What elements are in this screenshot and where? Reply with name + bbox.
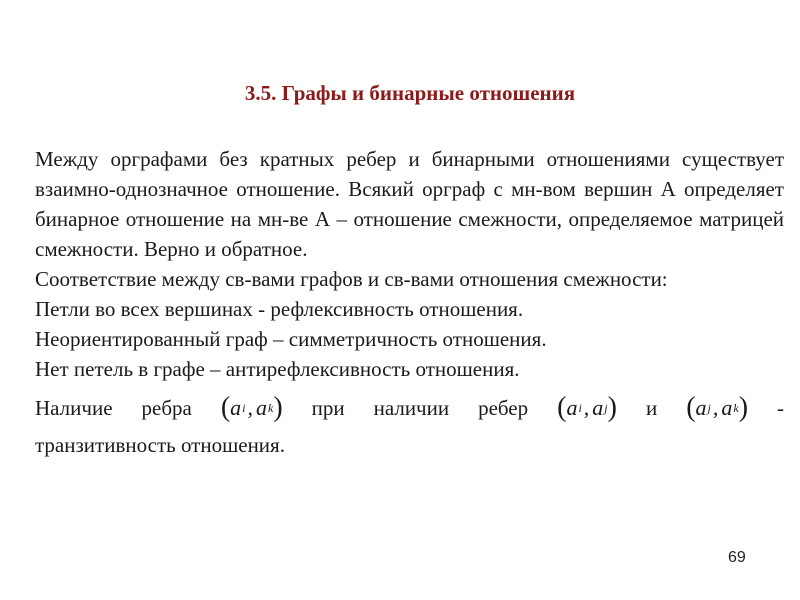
transitivity-line — [35, 386, 784, 430]
subscript: j — [604, 401, 608, 415]
var-a: a — [695, 395, 707, 420]
formula-edge-ik — [221, 393, 283, 423]
formula-edge-jk — [686, 393, 748, 423]
paren-close: ) — [607, 392, 617, 423]
comma: , — [247, 395, 253, 420]
paren-close: ) — [738, 392, 749, 423]
var-a: a — [230, 395, 242, 420]
subscript: j — [707, 401, 711, 415]
paren-open: ( — [557, 392, 567, 423]
word-reber: ребер — [478, 396, 529, 420]
paren-open: ( — [686, 392, 696, 423]
word-rebra: ребра — [141, 396, 192, 420]
line-symmetric: Неориентированный граф – симметричность отношения. — [35, 327, 547, 351]
var-a: a — [592, 395, 604, 420]
line-antireflexive: Нет петель в графе – антирефлексивность отношения. — [35, 357, 520, 381]
word-nalichie: Наличие — [35, 396, 113, 420]
dash: - — [777, 396, 784, 420]
var-a: a — [566, 395, 578, 420]
word-nalichii: наличии — [373, 396, 450, 420]
word-i: и — [645, 396, 658, 420]
subscript: k — [733, 401, 739, 415]
line-correspondence: Соответствие между св-вами графов и св-вами отношения смежности: — [35, 267, 668, 291]
comma: , — [712, 395, 719, 420]
subscript: i — [578, 401, 582, 415]
slide-body — [35, 144, 784, 460]
line-reflexive: Петли во всех вершинах - рефлексивность отношения. — [35, 297, 524, 321]
slide-title: 3.5. Графы и бинарные отношения — [244, 81, 576, 105]
subscript: i — [242, 401, 246, 415]
var-a: a — [255, 395, 267, 420]
formula-edge-ij — [557, 393, 617, 423]
paren-open: ( — [220, 392, 231, 423]
subscript: k — [267, 401, 274, 415]
page-number: 69 — [728, 549, 746, 566]
paren-close: ) — [273, 392, 283, 423]
comma: , — [583, 395, 590, 420]
word-pri: при — [311, 396, 345, 420]
var-a: a — [721, 395, 733, 420]
paragraph-graph-relation: Между орграфами без кратных ребер и бинарными отношениями существует взаимно-однозначное отношение. Всякий орграф с мн-вом вершин А определяет бинарное отношение на мн-ве А – отношение смежности, определяемое матрицей смежности. Верно и обратное. — [35, 147, 784, 261]
line-transitivity-continuation: транзитивность отношения. — [35, 433, 285, 457]
